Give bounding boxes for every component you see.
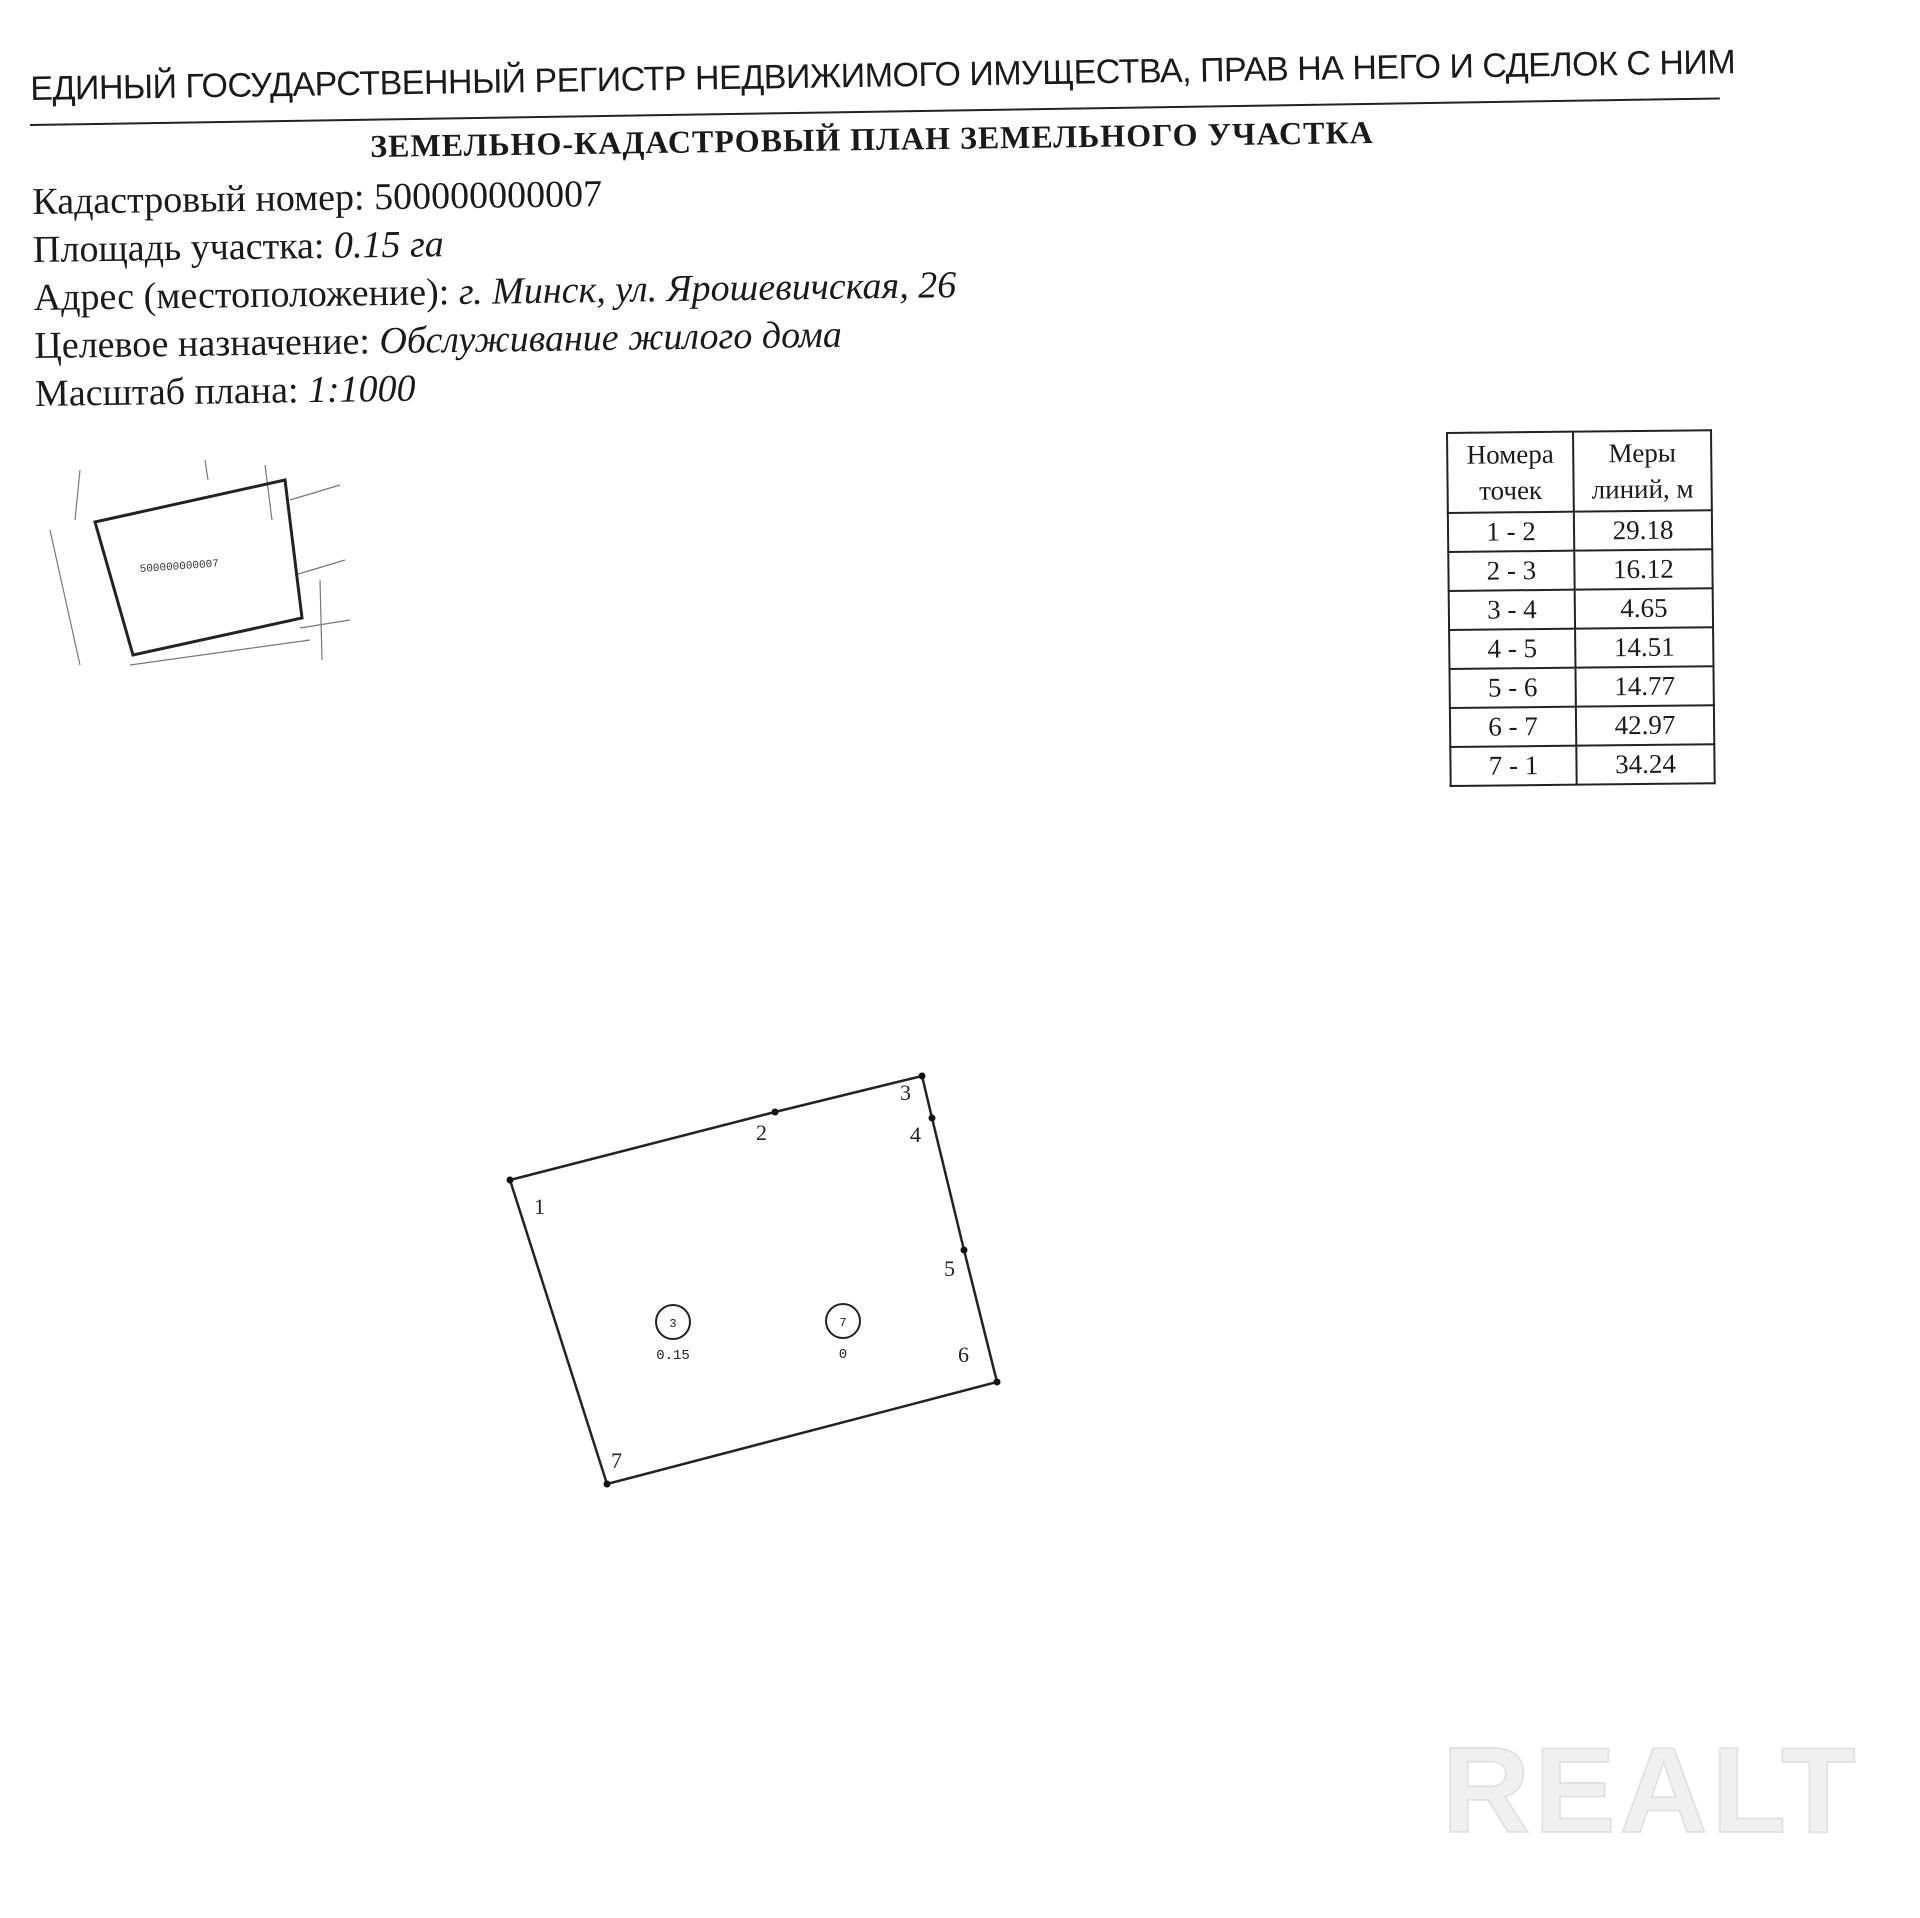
length-cell: 34.24: [1576, 744, 1714, 784]
length-cell: 29.18: [1574, 510, 1712, 550]
points-cell: 7 - 1: [1450, 746, 1576, 786]
points-cell: 4 - 5: [1449, 629, 1575, 669]
cadastral-number-label: Кадастровый номер:: [32, 176, 375, 223]
scale-value: 1:1000: [307, 367, 416, 412]
boundary-point-1: [507, 1177, 514, 1184]
points-cell: 1 - 2: [1448, 512, 1574, 552]
mini-map-parcel-label: 500000000007: [139, 558, 220, 576]
address-label: Адрес (местоположение):: [33, 271, 460, 319]
point-label-3: 3: [900, 1080, 911, 1105]
length-cell: 16.12: [1574, 549, 1712, 589]
point-label-4: 4: [910, 1122, 921, 1147]
points-cell: 3 - 4: [1449, 590, 1575, 630]
marker-id: 3: [669, 1317, 677, 1331]
boundary-point-5: [961, 1247, 968, 1254]
area-value: 0.15 га: [333, 223, 445, 267]
length-cell: 42.97: [1576, 705, 1714, 745]
marker-value: 0: [838, 1347, 848, 1363]
boundary-point-3: [919, 1073, 926, 1080]
marker-id: 7: [839, 1316, 847, 1330]
points-cell: 5 - 6: [1449, 668, 1575, 708]
building-marker: [656, 1305, 690, 1364]
boundary-point-6: [994, 1379, 1001, 1386]
boundary-point-7: [604, 1481, 611, 1488]
plan-title: ЗЕМЕЛЬНО-КАДАСТРОВЫЙ ПЛАН ЗЕМЕЛЬНОГО УЧАСТКА: [370, 113, 1374, 164]
length-cell: 14.77: [1575, 666, 1713, 706]
boundary-point-2: [772, 1109, 779, 1116]
realt-watermark: REALT: [1442, 1722, 1860, 1858]
points-column-header: Номера точек: [1447, 432, 1574, 513]
points-cell: 2 - 3: [1448, 551, 1574, 591]
registry-title: ЕДИНЫЙ ГОСУДАРСТВЕННЫЙ РЕГИСТР НЕДВИЖИМОГО ИМУЩЕСТВА, ПРАВ НА НЕГО И СДЕЛОК С НИМ: [30, 43, 1736, 108]
purpose-value: Обслуживание жилого дома: [379, 313, 843, 363]
points-cell: 6 - 7: [1450, 707, 1576, 747]
area-label: Площадь участка:: [32, 224, 335, 271]
length-cell: 4.65: [1575, 588, 1713, 628]
point-label-2: 2: [756, 1120, 767, 1145]
marker-value: 0.15: [656, 1348, 690, 1364]
point-label-7: 7: [611, 1448, 622, 1473]
boundary-point-4: [929, 1115, 936, 1122]
length-column-header: Меры линий, м: [1573, 430, 1712, 511]
point-label-5: 5: [944, 1256, 955, 1281]
building-marker: [826, 1304, 860, 1363]
cadastral-number-value: 500000000007: [373, 173, 603, 219]
length-cell: 14.51: [1575, 627, 1713, 667]
address-value: г. Минск, ул. Ярошевичская, 26: [458, 264, 957, 314]
point-label-6: 6: [958, 1342, 969, 1367]
parcel-boundary: [510, 1076, 997, 1484]
point-label-1: 1: [534, 1194, 545, 1219]
purpose-label: Целевое назначение:: [34, 320, 380, 367]
scale-label: Масштаб плана:: [34, 369, 309, 415]
